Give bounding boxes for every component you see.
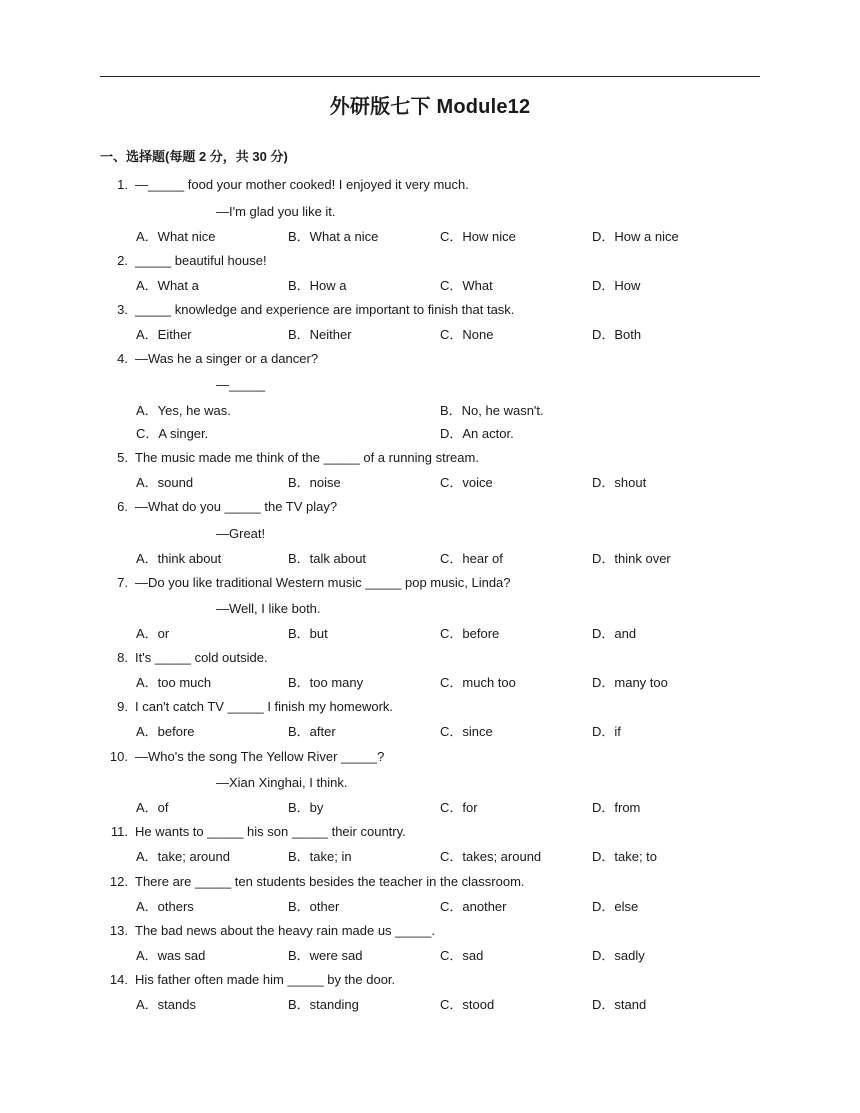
question-number: 14.: [109, 972, 128, 987]
answer-option: D．else: [592, 899, 639, 914]
question-number: 10.: [109, 749, 128, 764]
answer-option: A．sound: [136, 475, 194, 490]
answer-option: D．sadly: [592, 948, 645, 963]
answer-option: A．take; around: [136, 849, 230, 864]
answer-option: A．or: [136, 626, 170, 641]
answer-option: D．Both: [592, 327, 642, 342]
question-stem: —_____ food your mother cooked! I enjoyed it very much.: [135, 177, 469, 192]
answer-option: A．was sad: [136, 948, 206, 963]
answer-option: C．A singer.: [136, 426, 209, 441]
question-stem: He wants to _____ his son _____ their country.: [135, 824, 406, 839]
dialogue-reply: —Xian Xinghai, I think.: [216, 775, 348, 790]
answer-option: D．shout: [592, 475, 647, 490]
answer-option: C．sad: [440, 948, 484, 963]
answer-option: B．How a: [288, 278, 347, 293]
answer-option: A．stands: [136, 997, 196, 1012]
answer-option: C．None: [440, 327, 494, 342]
question-number: 7.: [117, 575, 128, 590]
dialogue-reply: —_____: [216, 377, 266, 392]
answer-option: B．standing: [288, 997, 359, 1012]
answer-option: B．were sad: [288, 948, 363, 963]
answer-option: B．noise: [288, 475, 341, 490]
answer-option: C．How nice: [440, 229, 516, 244]
answer-option: D．from: [592, 800, 641, 815]
answer-option: C．What: [440, 278, 493, 293]
answer-option: C．takes; around: [440, 849, 542, 864]
answer-option: A．think about: [136, 551, 222, 566]
answer-option: C．since: [440, 724, 493, 739]
question-stem: The music made me think of the _____ of a running stream.: [135, 450, 479, 465]
answer-option: B．Neither: [288, 327, 352, 342]
question-number: 5.: [117, 450, 128, 465]
answer-option: B．No, he wasn't.: [440, 403, 544, 418]
answer-option: C．hear of: [440, 551, 503, 566]
answer-option: B．after: [288, 724, 336, 739]
dialogue-reply: —Great!: [216, 526, 266, 541]
answer-option: A．Yes, he was.: [136, 403, 231, 418]
question-number: 8.: [117, 650, 128, 665]
question-number: 4.: [117, 351, 128, 366]
answer-option: B．by: [288, 800, 324, 815]
question-number: 13.: [109, 923, 128, 938]
question-number: 2.: [117, 253, 128, 268]
answer-option: D．and: [592, 626, 637, 641]
question-stem: The bad news about the heavy rain made us _____.: [135, 923, 435, 938]
answer-option: C．another: [440, 899, 507, 914]
answer-option: B．What a nice: [288, 229, 379, 244]
question-stem: His father often made him _____ by the door.: [135, 972, 396, 987]
dialogue-reply: —I'm glad you like it.: [216, 204, 336, 219]
answer-option: C．for: [440, 800, 478, 815]
answer-option: D．stand: [592, 997, 647, 1012]
answer-option: A．too much: [136, 675, 212, 690]
question-number: 3.: [117, 302, 128, 317]
answer-option: D．take; to: [592, 849, 658, 864]
question-stem: —What do you _____ the TV play?: [135, 499, 338, 514]
question-number: 11.: [110, 824, 128, 839]
answer-option: D．if: [592, 724, 621, 739]
answer-option: D．How: [592, 278, 641, 293]
answer-option: B．take; in: [288, 849, 352, 864]
question-number: 12.: [109, 874, 128, 889]
answer-option: D．think over: [592, 551, 671, 566]
answer-option: A．others: [136, 899, 194, 914]
section-heading: 一、选择题(每题 2 分，共 30 分): [100, 149, 288, 164]
question-number: 9.: [117, 699, 128, 714]
answer-option: A．Either: [136, 327, 192, 342]
answer-option: C．voice: [440, 475, 493, 490]
answer-option: C．stood: [440, 997, 495, 1012]
dialogue-reply: —Well, I like both.: [216, 601, 321, 616]
answer-option: B．other: [288, 899, 340, 914]
answer-option: B．but: [288, 626, 328, 641]
question-stem: —Do you like traditional Western music _____ pop music, Linda?: [135, 575, 511, 590]
question-stem: _____ beautiful house!: [135, 253, 267, 268]
answer-option: B．too many: [288, 675, 364, 690]
answer-option: D．How a nice: [592, 229, 679, 244]
answer-option: D．many too: [592, 675, 668, 690]
answer-option: C．much too: [440, 675, 516, 690]
question-stem: There are _____ ten students besides the teacher in the classroom.: [135, 874, 525, 889]
question-stem: _____ knowledge and experience are important to finish that task.: [135, 302, 515, 317]
answer-option: C．before: [440, 626, 500, 641]
page-title: 外研版七下 Module12: [329, 96, 531, 118]
answer-option: A．before: [136, 724, 195, 739]
answer-option: A．What nice: [136, 229, 216, 244]
question-number: 6.: [117, 499, 128, 514]
answer-option: A．of: [136, 800, 169, 815]
question-stem: —Who's the song The Yellow River _____?: [135, 749, 385, 764]
question-stem: I can't catch TV _____ I finish my homework.: [135, 699, 394, 714]
question-number: 1.: [117, 177, 128, 192]
question-stem: —Was he a singer or a dancer?: [135, 351, 319, 366]
question-stem: It's _____ cold outside.: [135, 650, 268, 665]
answer-option: D．An actor.: [440, 426, 514, 441]
answer-option: B．talk about: [288, 551, 367, 566]
answer-option: A．What a: [136, 278, 199, 293]
